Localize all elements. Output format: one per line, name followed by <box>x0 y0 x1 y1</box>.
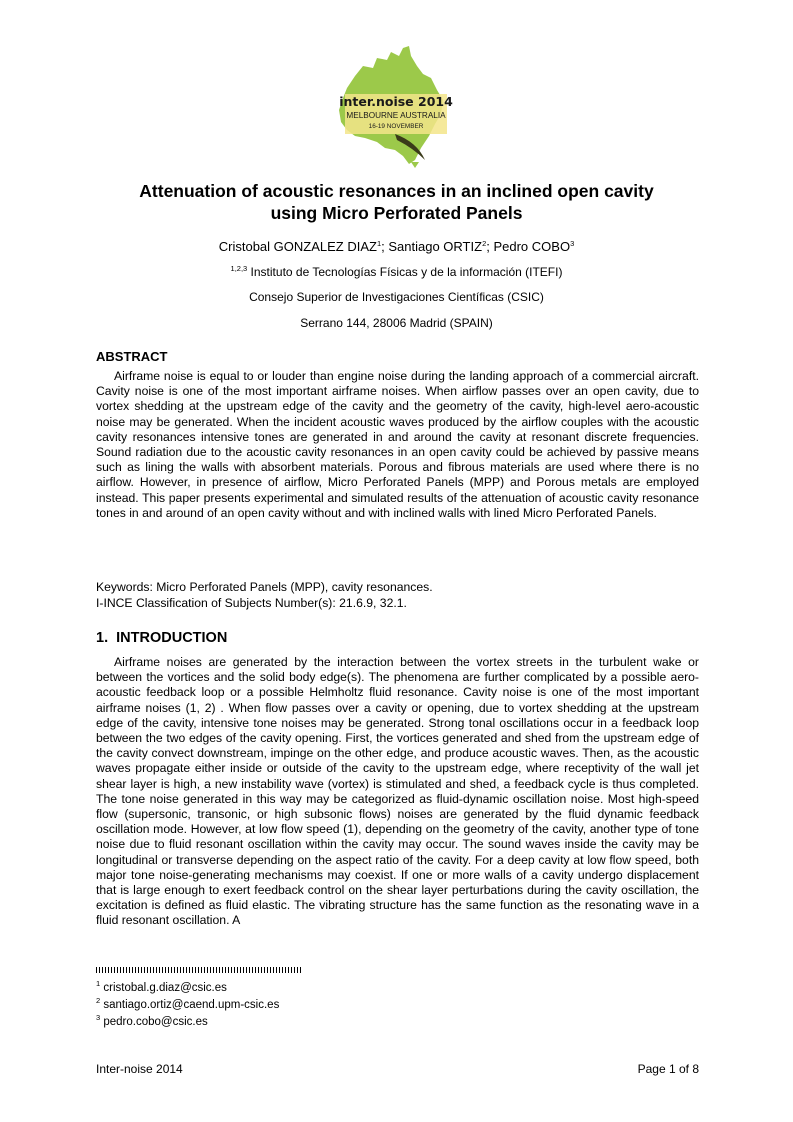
footnote-1 <box>96 979 227 994</box>
author-2: Santiago ORTIZ <box>388 239 483 254</box>
abstract-text: Airframe noise is equal to or louder than engine noise during the landing approach of a commercial aircraft. Cavity noise is one of the most important airframe noises. When airflow passes over an open cavity, due to vortex shedding at the upstream edge of the cavity and the geometry of the cavity, high-level aero-acoustic noise may be generated. When the incident acoustic waves produced by the airflow couples with the acoustic cavity resonances intensive tones are generated in and around the cavity at resonant discrete frequencies. Sound radiation due to the acoustic cavity resonances in an open cavity could be achieved by passive means such as lining the walls with absorbent materials. Porous and fibrous materials are used where there is no airflow. However, in presence of airflow, Micro Perforated Panels (MPP) and Porous metals are employed instead. This paper presents experimental and simulated results of the attenuation of acoustic cavity resonance tones in and around of an open cavity without and with inclined walls with lined Micro Perforated Panels. <box>96 369 699 520</box>
author-3: Pedro COBO <box>493 239 571 254</box>
author-1-marker: 1 <box>376 239 382 248</box>
title-line-2: using Micro Perforated Panels <box>270 203 523 223</box>
footnote-2 <box>96 996 280 1011</box>
logo-line1: inter.noise 2014 <box>339 94 453 109</box>
footer-conference: Inter-noise 2014 <box>96 1062 183 1076</box>
affiliation-address: Serrano 144, 28006 Madrid (SPAIN) <box>300 316 493 330</box>
author-separator: ; <box>381 239 389 254</box>
classification-line: I-INCE Classification of Subjects Number(s): 21.6.9, 32.1. <box>96 596 407 610</box>
footnote-1-marker: 1 <box>96 979 101 988</box>
footnote-3 <box>96 1013 208 1028</box>
affiliation-marker: 1,2,3 <box>230 264 248 273</box>
abstract-heading: ABSTRACT <box>96 349 168 364</box>
logo-line3: 16-19 NOVEMBER <box>368 123 424 130</box>
author-3-marker: 3 <box>570 239 575 248</box>
footnote-separator <box>96 967 301 973</box>
author-list <box>80 239 713 254</box>
footnote-2-email[interactable]: santiago.ortiz@caend.upm-csic.es <box>100 999 280 1011</box>
affiliation-institute <box>80 265 713 279</box>
keywords-line: Keywords: Micro Perforated Panels (MPP), cavity resonances. <box>96 580 433 594</box>
footnote-3-email[interactable]: pedro.cobo@csic.es <box>100 1016 208 1028</box>
author-2-marker: 2 <box>482 239 487 248</box>
conference-logo <box>325 38 465 168</box>
affiliation-institute-text: Instituto de Tecnologías Físicas y de la información (ITEFI) <box>247 265 563 279</box>
affiliation-council: Consejo Superior de Investigaciones Científicas (CSIC) <box>249 290 544 304</box>
paper-title <box>80 180 713 224</box>
author-1: Cristobal GONZALEZ DIAZ <box>218 239 377 254</box>
author-separator: ; <box>486 239 494 254</box>
footnote-1-email[interactable]: cristobal.g.diaz@csic.es <box>100 982 227 994</box>
title-line-1: Attenuation of acoustic resonances in an inclined open cavity <box>139 181 654 201</box>
introduction-text: Airframe noises are generated by the interaction between the vortex streets in the turbulent wake or between the vortices and the solid body edge(s). The phenomena are further complicated by a possible aero-acoustic feedback loop or a possible Helmholtz fluid resonance. Cavity noise is one of the most important airframe noises (1, 2) . When flow passes over a cavity or opening, due to vortex shedding at the upstream edge of the cavity, intensive tone noises may be generated. Strong tonal oscillations occur in a feedback loop between the two edges of the cavity opening. First, the vortices generated and shed from the upstream edge of the cavity convect downstream, impinge on the other edge, and produce acoustic waves. Then, as the acoustic waves propagate either inside or outside of the cavity to the upstream edge, where receptivity of the wall jet shear layer is high, a new instability wave (vortex) is stimulated and shed, a feedback cycle is thus completed. The tone noise generated in this way may be categorized as fluid-dynamic oscillation noise. Most high-speed flow (supersonic, transonic, or high subsonic flows) noises are generated by the fluid dynamic feedback oscillation mode. However, at low flow speed (1), depending on the geometry of the cavity, another type of tone noise due to fluid resonant oscillation within the cavity may occur. The sound waves inside the cavity may be longitudinal or transverse depending on the aspect ratio of the cavity. For a deep cavity at low flow speed, both major tone noise-generating mechanisms may coexist. If one or more walls of a cavity undergo displacement that is large enough to exert feedback control on the shear layer perturbations during the cavity oscillation, the excitation is defined as fluid elastic. The vibrating structure has the same function as the resonating wave in a fluid resonant oscillation. A <box>96 655 699 928</box>
footer-page-number: Page 1 of 8 <box>637 1062 699 1076</box>
introduction-heading: 1. INTRODUCTION <box>96 630 228 646</box>
logo-line2: MELBOURNE AUSTRALIA <box>346 111 446 120</box>
footnote-3-marker: 3 <box>96 1013 101 1022</box>
footnote-2-marker: 2 <box>96 996 101 1005</box>
